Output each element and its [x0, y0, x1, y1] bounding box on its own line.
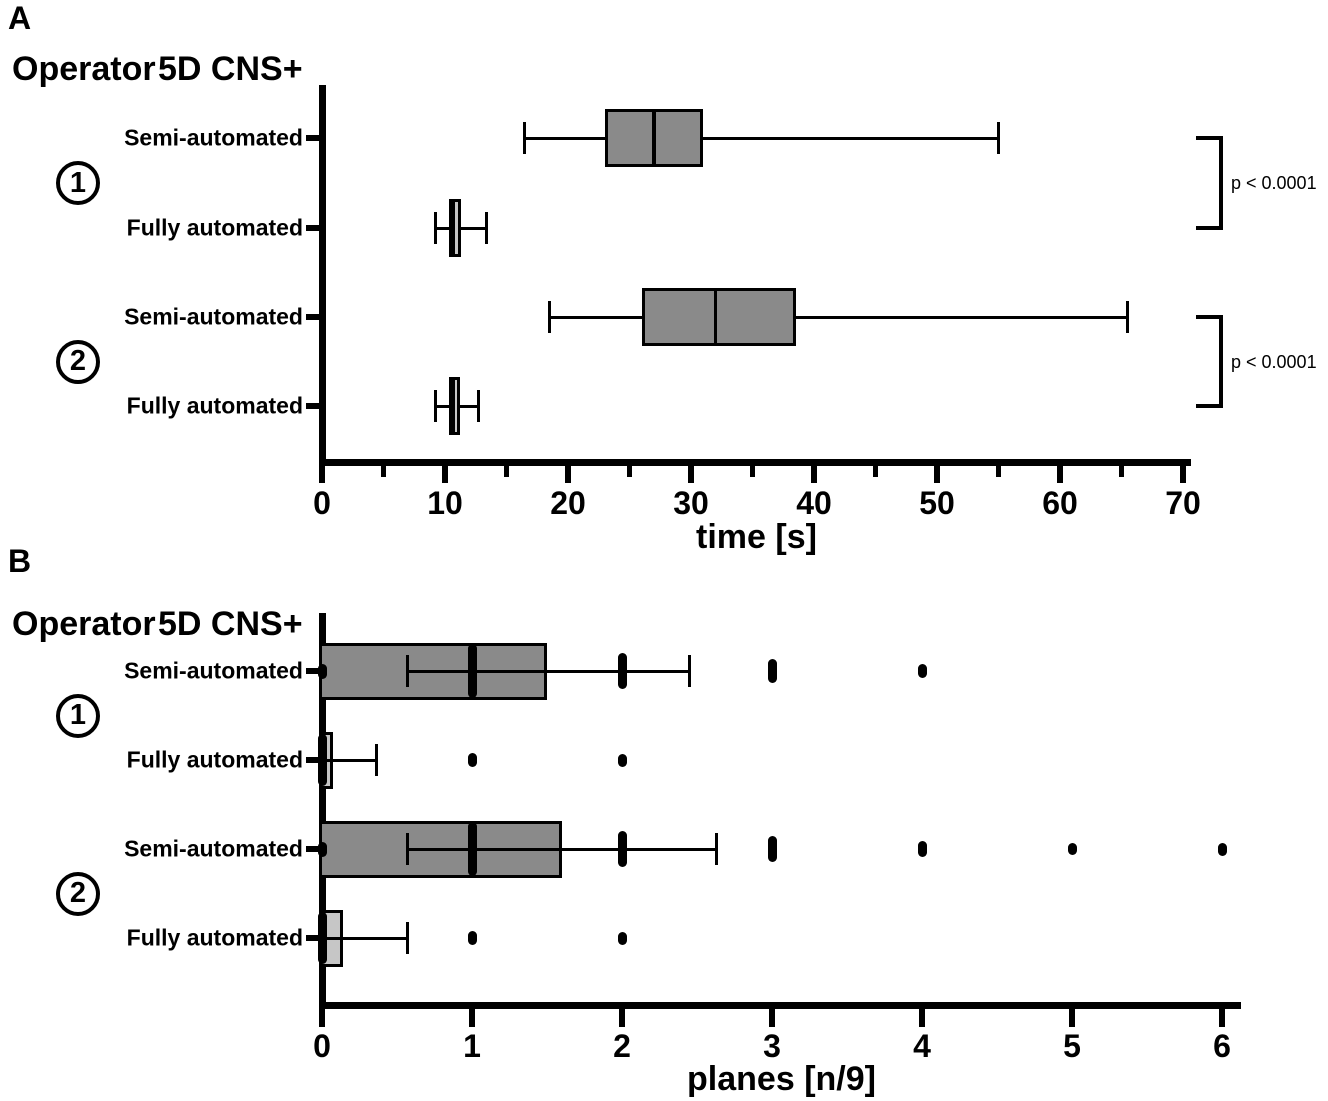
- whisker-line: [550, 316, 642, 319]
- whisker-line: [796, 316, 1128, 319]
- x-axis-tick-label: 0: [313, 1028, 331, 1064]
- x-axis-title: time [s]: [696, 518, 817, 556]
- operator-badge: 2: [56, 872, 100, 916]
- y-axis-row-tick: [306, 225, 319, 231]
- data-point-cluster: [318, 912, 327, 964]
- x-axis-major-tick: [619, 1005, 626, 1027]
- whisker-cap-max: [485, 212, 488, 244]
- x-axis-minor-tick: [627, 462, 633, 477]
- x-axis-major-tick: [319, 462, 326, 483]
- median-line: [652, 112, 656, 164]
- data-point-cluster: [918, 664, 927, 678]
- row-label: Fully automated: [126, 746, 303, 773]
- x-axis-minor-tick: [504, 462, 510, 477]
- y-axis: [319, 85, 326, 466]
- x-axis-tick-label: 3: [763, 1028, 781, 1064]
- y-axis-row-tick: [306, 403, 319, 409]
- whisker-line: [435, 405, 449, 408]
- row-label: Semi-automated: [124, 124, 303, 151]
- row-label: Semi-automated: [124, 657, 303, 684]
- panel-a-operator-header: Operator: [12, 50, 156, 88]
- x-axis-major-tick: [1069, 1005, 1076, 1027]
- x-axis-tick-label: 20: [550, 485, 586, 521]
- sd-error-cap-high: [375, 744, 378, 776]
- whisker-line: [703, 137, 998, 140]
- data-point-cluster: [768, 659, 777, 683]
- significance-bracket-arm: [1196, 315, 1223, 319]
- whisker-cap-min: [434, 212, 437, 244]
- row-label: Semi-automated: [124, 303, 303, 330]
- row-label: Semi-automated: [124, 835, 303, 862]
- panel-a-label: A: [8, 0, 32, 36]
- data-point-cluster: [468, 931, 477, 945]
- data-point-cluster: [768, 836, 777, 862]
- whisker-line: [461, 227, 487, 230]
- row-label: Fully automated: [126, 214, 303, 241]
- x-axis-tick-label: 2: [613, 1028, 631, 1064]
- row-label: Fully automated: [126, 392, 303, 419]
- data-point-cluster: [1068, 843, 1077, 855]
- whisker-cap-max: [477, 390, 480, 422]
- p-value-label: p < 0.0001: [1231, 173, 1317, 193]
- sd-error-cap-high: [688, 655, 691, 687]
- significance-bracket: [1219, 136, 1223, 230]
- x-axis-major-tick: [1219, 1005, 1226, 1027]
- whisker-line: [460, 405, 478, 408]
- whisker-cap-min: [523, 122, 526, 154]
- panel-b-operator-header: Operator: [12, 605, 156, 643]
- sd-error-line: [408, 670, 690, 673]
- data-point-cluster: [618, 653, 627, 689]
- x-axis-minor-tick: [873, 462, 879, 477]
- sd-error-cap-high: [406, 922, 409, 954]
- panel-a-method-header: 5D CNS+: [158, 50, 303, 88]
- x-axis-major-tick: [442, 462, 449, 483]
- sd-error-line: [408, 848, 717, 851]
- data-point-cluster: [468, 753, 477, 767]
- x-axis-major-tick: [934, 462, 941, 483]
- x-axis-tick-label: 4: [913, 1028, 931, 1064]
- p-value-label: p < 0.0001: [1231, 351, 1317, 372]
- operator-badge: 1: [56, 161, 100, 205]
- x-axis-major-tick: [565, 462, 572, 483]
- whisker-cap-min: [548, 301, 551, 333]
- whisker-cap-max: [997, 122, 1000, 154]
- significance-bracket-arm: [1196, 136, 1223, 140]
- x-axis-major-tick: [1057, 462, 1064, 483]
- data-point-cluster: [618, 754, 627, 767]
- operator-badge: 2: [56, 340, 100, 384]
- x-axis-tick-label: 40: [796, 485, 832, 521]
- x-axis-major-tick: [811, 462, 818, 483]
- x-axis-major-tick: [1180, 462, 1187, 483]
- panel-b-method-header: 5D CNS+: [158, 605, 303, 643]
- whisker-cap-max: [1126, 301, 1129, 333]
- x-axis-tick-label: 70: [1165, 485, 1201, 521]
- data-point-cluster: [918, 841, 927, 857]
- sd-error-line: [319, 937, 408, 940]
- data-point-cluster: [318, 734, 327, 786]
- x-axis-tick-label: 5: [1063, 1028, 1081, 1064]
- x-axis-tick-label: 50: [919, 485, 955, 521]
- x-axis-minor-tick: [996, 462, 1002, 477]
- iqr-box: [642, 288, 796, 346]
- data-point-cluster: [618, 831, 627, 867]
- median-line: [452, 202, 456, 254]
- data-point-cluster: [468, 822, 477, 876]
- y-axis-row-tick: [306, 314, 319, 320]
- median-line: [714, 291, 718, 343]
- x-axis-tick-label: 6: [1213, 1028, 1231, 1064]
- x-axis-major-tick: [688, 462, 695, 483]
- sd-error-cap-low: [406, 655, 409, 687]
- operator-badge: 1: [56, 694, 100, 738]
- panel-b-label: B: [8, 543, 32, 579]
- x-axis-minor-tick: [750, 462, 756, 477]
- sd-error-line: [319, 759, 377, 762]
- data-point-cluster: [618, 932, 627, 945]
- x-axis-tick-label: 60: [1042, 485, 1078, 521]
- sd-error-cap-low: [406, 833, 409, 865]
- data-point-cluster: [318, 842, 327, 857]
- whisker-line: [525, 137, 605, 140]
- sd-error-cap-high: [715, 833, 718, 865]
- y-axis-row-tick: [306, 135, 319, 141]
- row-label: Fully automated: [126, 924, 303, 951]
- data-point-cluster: [1218, 843, 1227, 856]
- median-line: [452, 380, 456, 432]
- x-axis-major-tick: [919, 1005, 926, 1027]
- whisker-line: [435, 227, 449, 230]
- significance-bracket-arm: [1196, 226, 1223, 230]
- x-axis-major-tick: [469, 1005, 476, 1027]
- x-axis-tick-label: 10: [427, 485, 463, 521]
- x-axis-major-tick: [319, 1005, 326, 1027]
- data-point-cluster: [318, 664, 327, 679]
- x-axis-minor-tick: [381, 462, 387, 477]
- data-point-cluster: [468, 644, 477, 698]
- x-axis-major-tick: [769, 1005, 776, 1027]
- x-axis-minor-tick: [1119, 462, 1125, 477]
- significance-bracket: [1219, 315, 1223, 408]
- x-axis: [319, 1002, 1242, 1009]
- x-axis-tick-label: 30: [673, 485, 709, 521]
- significance-bracket-arm: [1196, 404, 1223, 408]
- x-axis-tick-label: 1: [463, 1028, 481, 1064]
- whisker-cap-min: [434, 390, 437, 422]
- x-axis-tick-label: 0: [313, 485, 331, 521]
- x-axis-title: planes [n/9]: [687, 1060, 876, 1098]
